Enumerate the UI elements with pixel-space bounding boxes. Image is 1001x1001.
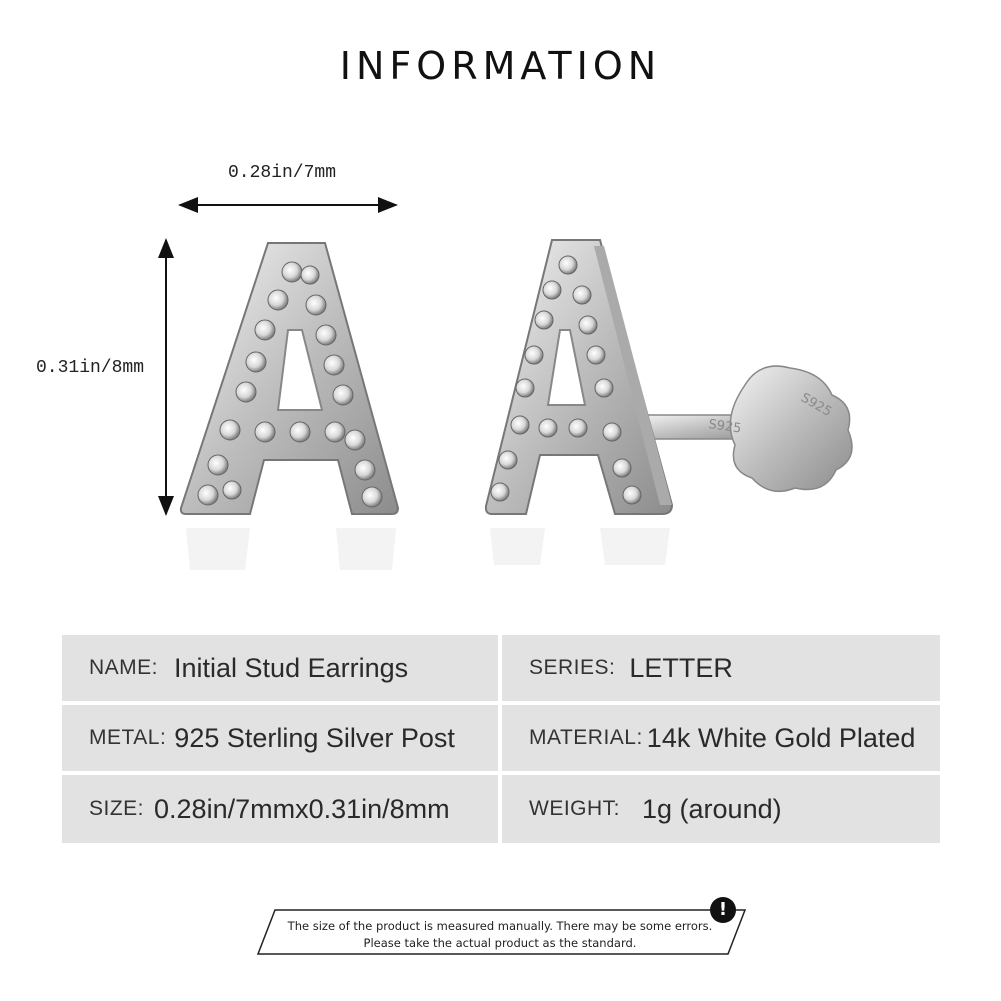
svg-text:S925: S925 bbox=[707, 417, 743, 437]
note-line-2: Please take the actual product as the standard. bbox=[363, 936, 637, 950]
name-label: NAME: bbox=[89, 656, 159, 679]
metal-label: METAL: bbox=[89, 726, 167, 749]
material-value: 14k White Gold Plated bbox=[646, 722, 916, 753]
weight-label: WEIGHT: bbox=[529, 797, 620, 820]
exclamation-icon: ! bbox=[710, 897, 736, 923]
material-label: MATERIAL: bbox=[529, 726, 643, 749]
page-title: INFORMATION bbox=[339, 44, 662, 88]
metal-value: 925 Sterling Silver Post bbox=[174, 722, 455, 753]
size-label: SIZE: bbox=[89, 797, 145, 820]
svg-text:S925: S925 bbox=[798, 390, 835, 421]
width-label: 0.28in/7mm bbox=[228, 163, 337, 183]
size-value: 0.28in/7mmx0.31in/8mm bbox=[154, 793, 450, 824]
series-label: SERIES: bbox=[529, 656, 616, 679]
series-value: LETTER bbox=[629, 652, 733, 683]
weight-value: 1g (around) bbox=[642, 793, 782, 824]
height-label: 0.31in/8mm bbox=[36, 358, 145, 378]
note-line-1: The size of the product is measured manually. There may be some errors. bbox=[287, 919, 713, 933]
name-value: Initial Stud Earrings bbox=[174, 652, 409, 683]
measurement-note bbox=[255, 910, 745, 954]
